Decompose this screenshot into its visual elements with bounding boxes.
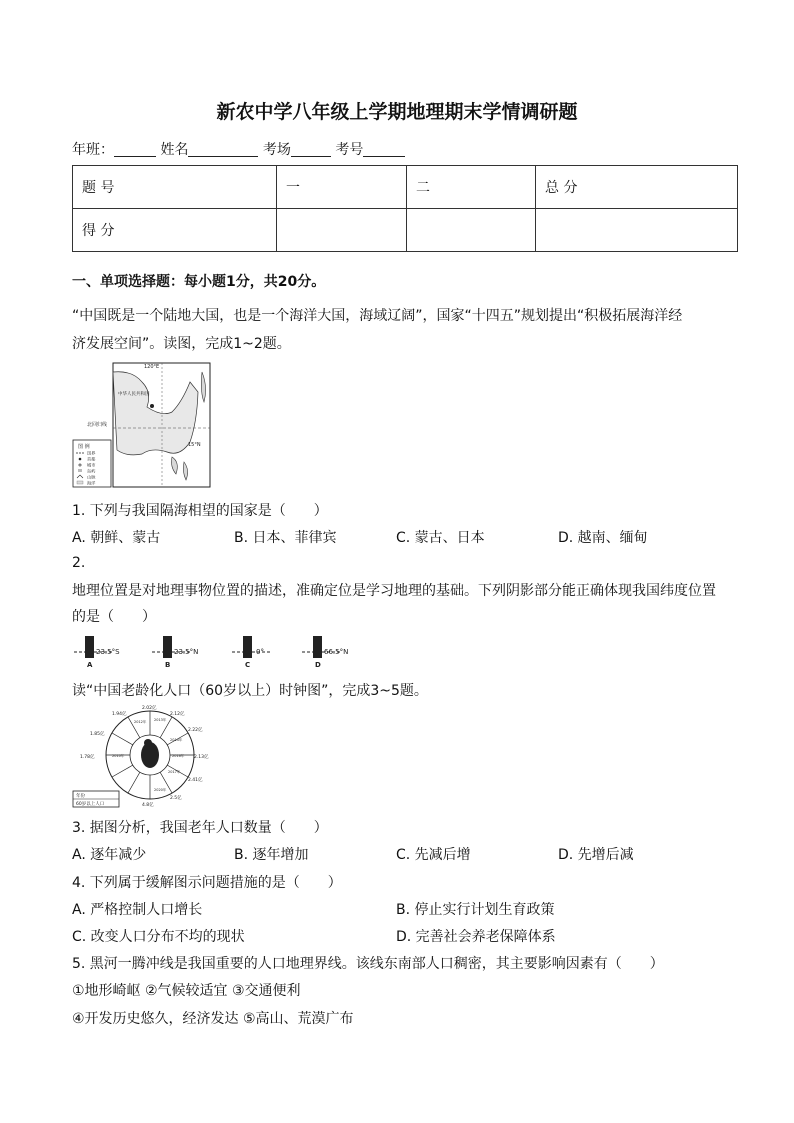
clock-value: 2.5亿: [170, 796, 182, 801]
clock-year: 2017年: [168, 770, 181, 774]
q5-factor-line: ①地形崎岖 ②气候较适宜 ③交通便利: [72, 983, 301, 999]
question-1-text: 1. 下列与我国隔海相望的国家是（ ）: [72, 503, 328, 519]
latitude-option-a[interactable]: [74, 636, 120, 669]
china-sea-map-figure: [72, 362, 212, 490]
clock-year: 2020年: [154, 788, 167, 792]
map-latitude-label: 15°N: [188, 442, 201, 448]
latitude-options-figure: [72, 633, 372, 671]
room-blank[interactable]: [291, 143, 331, 157]
table-row: [73, 166, 738, 209]
question-2-number: 2.: [72, 555, 86, 571]
map-country-label: 中华人民共和国: [118, 392, 150, 397]
table-cell: 题 号: [73, 166, 277, 209]
q3-option-c[interactable]: C. 先减后增: [396, 847, 471, 863]
latitude-option-c[interactable]: [232, 636, 272, 669]
number-label: 考号: [335, 142, 364, 158]
question-5-text: 5. 黑河一腾冲线是我国重要的人口地理界线。该线东南部人口稠密，其主要影响因素有（ ）: [72, 956, 664, 972]
q3-option-d[interactable]: D. 先增后减: [558, 847, 634, 863]
clock-year: 2014年: [170, 738, 183, 742]
q3-option-a[interactable]: A. 逐年减少: [72, 847, 147, 863]
aging-clock-figure: [72, 703, 212, 809]
clock-year: 2012年: [134, 720, 147, 724]
clock-value: 1.94亿: [112, 712, 127, 717]
question-2-text: 地理位置是对地理事物位置的描述，准确定位是学习地理的基础。下列阴影部分能正确体现我国纬度位置: [72, 583, 716, 599]
question-4-text: 4. 下列属于缓解图示问题措施的是（ ）: [72, 875, 342, 891]
option-c-letter: C: [245, 661, 251, 669]
score-input-cell[interactable]: [407, 209, 536, 252]
map-tropic-label: 北回归线: [87, 422, 108, 428]
map-legend-item: 首都: [87, 456, 96, 462]
option-b-lat: 23.5°N: [174, 648, 199, 656]
clock-year: 2013年: [154, 718, 167, 722]
q1-option-a[interactable]: A. 朝鲜、蒙古: [72, 530, 161, 546]
option-c-lat: 0°: [256, 648, 264, 656]
name-blank[interactable]: [188, 143, 258, 157]
clock-value: 2.12亿: [170, 712, 185, 717]
table-cell: 得 分: [73, 209, 277, 252]
option-a-lat: 23.5°S: [96, 648, 120, 656]
q4-option-a[interactable]: A. 严格控制人口增长: [72, 902, 203, 918]
map-legend-item: 山脉: [87, 474, 96, 480]
clock-value: 2.22亿: [188, 728, 203, 733]
q5-factor-line: ④开发历史悠久，经济发达 ⑤高山、荒漠广布: [72, 1011, 354, 1027]
clock-value: 2.41亿: [188, 778, 203, 783]
student-info-line: [72, 139, 405, 159]
intro-text: 济发展空间”。读图，完成1~2题。: [72, 336, 291, 352]
clock-year: 2010年: [112, 754, 125, 758]
q1-option-d[interactable]: D. 越南、缅甸: [558, 530, 648, 546]
page-title: 新农中学八年级上学期地理期末学情调研题: [216, 101, 578, 123]
number-blank[interactable]: [363, 143, 405, 157]
clock-legend-year: 年份: [76, 794, 85, 799]
q4-option-c[interactable]: C. 改变人口分布不均的现状: [72, 929, 245, 945]
question-3-text: 3. 据图分析，我国老年人口数量（ ）: [72, 820, 328, 836]
q1-option-b[interactable]: B. 日本、菲律宾: [234, 530, 337, 546]
table-cell: 一: [277, 166, 407, 209]
q4-option-b[interactable]: B. 停止实行计划生育政策: [396, 902, 555, 918]
class-label: 年班：: [72, 142, 114, 158]
clock-legend-pop: 60岁以上人口: [76, 802, 105, 807]
q1-option-c[interactable]: C. 蒙古、日本: [396, 530, 485, 546]
option-d-letter: D: [315, 661, 321, 669]
map-legend-item: 海洋: [87, 480, 96, 486]
room-label: 考场: [262, 142, 291, 158]
score-input-cell[interactable]: [536, 209, 738, 252]
map-legend-item: 城市: [87, 462, 96, 468]
clock-intro-text: 读“中国老龄化人口（60岁以上）时钟图”，完成3~5题。: [72, 683, 428, 699]
latitude-option-d[interactable]: [302, 636, 348, 669]
table-row: [73, 209, 738, 252]
latitude-option-b[interactable]: [152, 636, 198, 669]
option-d-lat: 66.5°N: [324, 648, 349, 656]
name-label: 姓名: [160, 142, 189, 158]
score-table: [72, 165, 738, 252]
clock-value: 2.13亿: [194, 755, 209, 760]
map-legend-title: 图 例: [78, 444, 90, 450]
clock-year: 2016年: [172, 754, 185, 758]
q4-option-d[interactable]: D. 完善社会养老保障体系: [396, 929, 556, 945]
clock-value: 1.85亿: [90, 732, 105, 737]
section-heading: 一、单项选择题：每小题1分，共20分。: [72, 274, 326, 290]
clock-value: 2.02亿: [142, 706, 157, 711]
score-input-cell[interactable]: [277, 209, 407, 252]
table-cell: 二: [407, 166, 536, 209]
map-legend-item: 国界: [87, 450, 96, 456]
clock-value: 4.8亿: [142, 803, 154, 808]
clock-value: 1.78亿: [80, 755, 95, 760]
q3-option-b[interactable]: B. 逐年增加: [234, 847, 309, 863]
map-longitude-label: 120°E: [144, 364, 160, 370]
table-cell: 总 分: [536, 166, 738, 209]
question-2-text: 的是（ ）: [72, 609, 156, 625]
class-blank[interactable]: [114, 143, 156, 157]
intro-text: “中国既是一个陆地大国，也是一个海洋大国，海域辽阔”，国家“十四五”规划提出“积极拓展海洋经: [72, 308, 683, 324]
option-b-letter: B: [165, 661, 171, 669]
map-legend-item: 岛屿: [87, 468, 96, 474]
option-a-letter: A: [87, 661, 93, 669]
